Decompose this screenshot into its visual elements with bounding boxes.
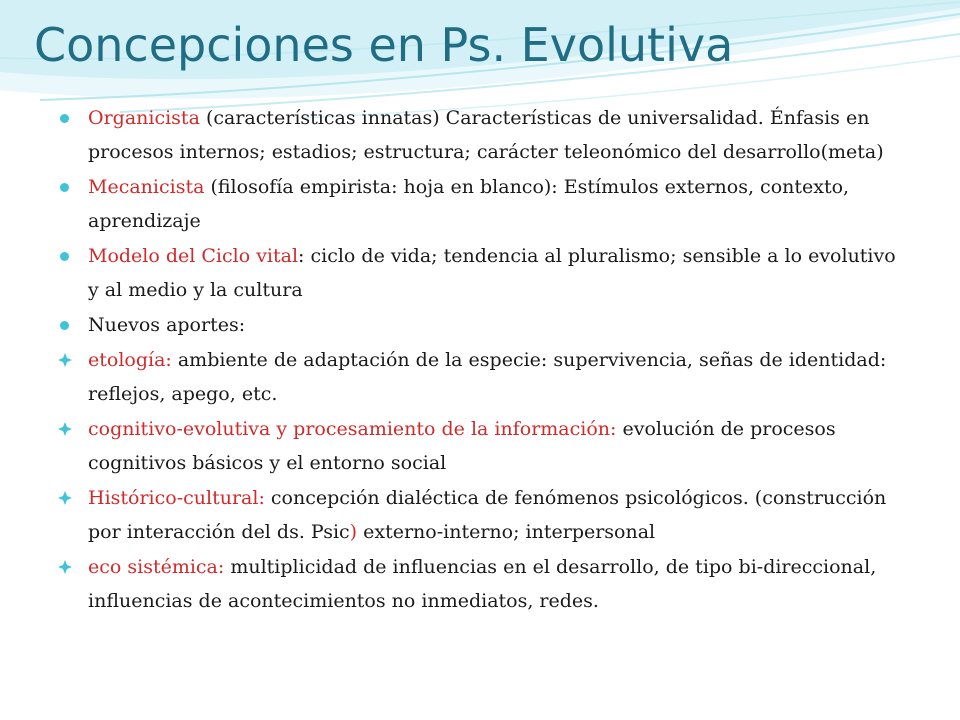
item-highlight: etología: — [88, 349, 172, 371]
list-item — [58, 101, 910, 169]
list-item — [58, 550, 910, 618]
list-item — [58, 481, 910, 549]
item-highlight-paren: ) — [349, 521, 358, 543]
list-item — [58, 170, 910, 238]
diamond-bullet-icon — [58, 343, 72, 377]
item-highlight: eco sistémica: — [88, 556, 225, 578]
list-item — [58, 343, 910, 411]
bullet-dot-icon — [58, 101, 69, 135]
item-text: evolución de procesos cognitivos básicos y el entorno social — [88, 418, 836, 474]
list-item — [58, 239, 910, 307]
list-item — [58, 308, 910, 342]
list-item — [58, 412, 910, 480]
item-text: concepción dialéctica de fenómenos psicológicos. (construcción por interacción del ds. Psic — [88, 487, 887, 543]
item-text: ambiente de adaptación de la especie: supervivencia, señas de identidad: reflejos, apego, etc. — [88, 349, 887, 405]
slide-title: Concepciones en Ps. Evolutiva — [34, 18, 734, 72]
bullet-dot-icon — [58, 239, 69, 273]
item-text: (filosofía empirista: hoja en blanco): Estímulos externos, contexto, aprendizaje — [88, 176, 850, 232]
item-text: multiplicidad de influencias en el desarrollo, de tipo bi-direccional, influencias de acontecimientos no inmediatos, redes. — [88, 556, 877, 612]
item-highlight: Organicista — [88, 107, 200, 129]
item-text: : ciclo de vida; tendencia al pluralismo; sensible a lo evolutivo y al medio y la cultura — [88, 245, 896, 301]
bullet-dot-icon — [58, 308, 69, 342]
content-list — [58, 101, 910, 619]
diamond-bullet-icon — [58, 481, 72, 515]
item-text-2: externo-interno; interpersonal — [357, 521, 656, 543]
item-highlight: Modelo del Ciclo vital — [88, 245, 299, 267]
item-highlight: Histórico-cultural: — [88, 487, 265, 509]
item-highlight: cognitivo-evolutiva y procesamiento de la información: — [88, 418, 617, 440]
bullet-dot-icon — [58, 170, 69, 204]
item-highlight: Mecanicista — [88, 176, 205, 198]
item-text: (características innatas) Características de universalidad. Énfasis en procesos internos; estadios; estructura; carácter teleonómico del desarrollo(meta) — [88, 107, 884, 163]
item-text: Nuevos aportes: — [88, 314, 246, 336]
diamond-bullet-icon — [58, 550, 72, 584]
diamond-bullet-icon — [58, 412, 72, 446]
